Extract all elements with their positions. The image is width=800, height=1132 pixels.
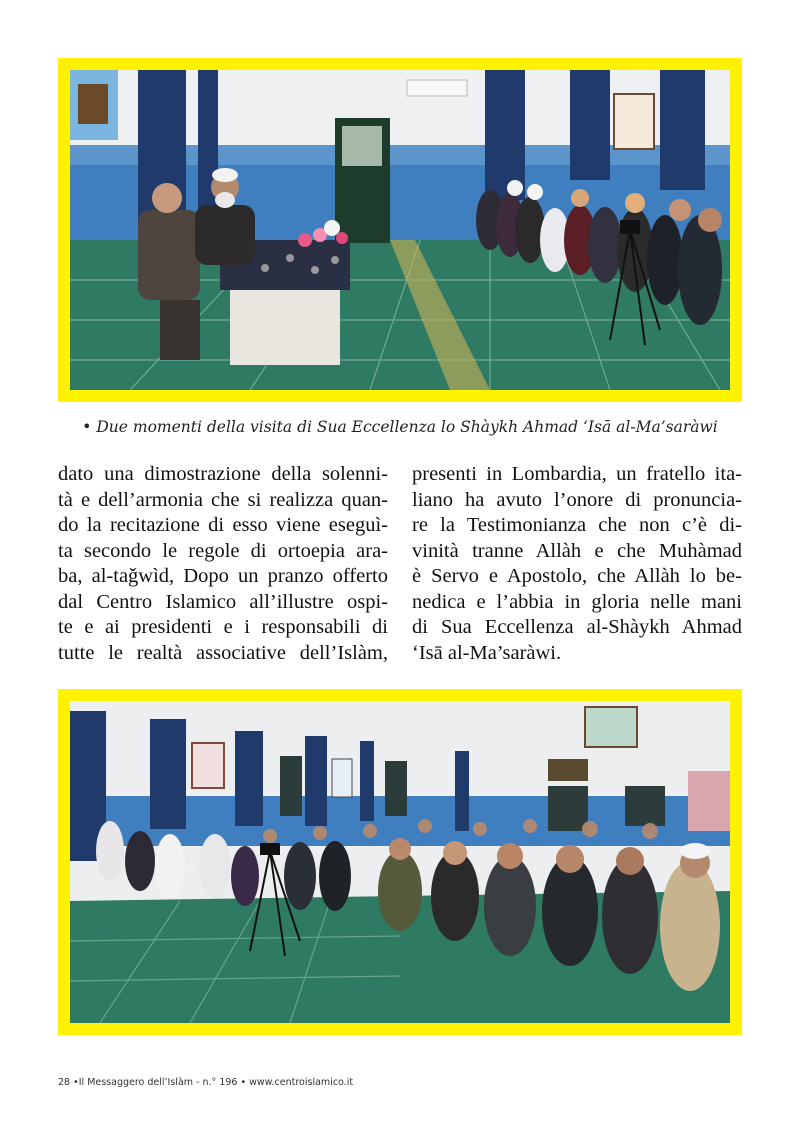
text-line: liano ha avuto l’onore di pronuncia- bbox=[412, 488, 742, 511]
photo-caption: • Due momenti della visita di Sua Eccellenza lo Shàykh Ahmad ‘Isā al-Ma’saràwi bbox=[82, 418, 718, 436]
page-number: 28 bbox=[58, 1077, 71, 1088]
text-line: di Sua Eccellenza al-Shàykh Ahmad bbox=[412, 616, 742, 638]
text-line: vinità tranne Allàh e che Muhàmad bbox=[412, 539, 742, 562]
text-line: è Servo e Apostolo, che Allàh lo be- bbox=[412, 565, 742, 587]
text-line: dato una dimostrazione della solenni- bbox=[58, 463, 388, 485]
page-footer bbox=[58, 1077, 353, 1088]
text-line: do la recitazione di esso viene eseguì- bbox=[58, 514, 388, 536]
text-line: tà e dell’armonia che si realizza quan- bbox=[58, 488, 388, 511]
magazine-title: •Il Messaggero dell’Islàm - n.° 196 • bbox=[73, 1077, 247, 1088]
text-line: ba, al-taǧwìd, Dopo un pranzo offerto bbox=[58, 565, 388, 587]
text-column-left bbox=[58, 462, 388, 666]
text-line: dal Centro Islamico all’illustre ospi- bbox=[58, 590, 388, 613]
text-line: tutte le realtà associative dell’Islàm, bbox=[58, 641, 388, 664]
photo-lecture-speakers bbox=[70, 70, 730, 390]
website-link[interactable]: www.centroislamico.it bbox=[249, 1077, 354, 1088]
text-line: re la Testimonianza che non c’è di- bbox=[412, 514, 742, 536]
text-column-right bbox=[412, 462, 742, 666]
text-line: te e ai presidenti e i responsabili di bbox=[58, 616, 388, 638]
text-line: ta secondo le regole di ortoepia ara- bbox=[58, 539, 388, 562]
photo-audience bbox=[70, 701, 730, 1023]
photo-frame-top bbox=[58, 58, 742, 402]
text-line: ‘Isā al-Ma’saràwi. bbox=[412, 641, 562, 664]
text-line: presenti in Lombardia, un fratello ita- bbox=[412, 463, 742, 485]
text-line: nedica e l’abbia in gloria nelle mani bbox=[412, 590, 742, 613]
photo-frame-bottom bbox=[58, 689, 742, 1035]
